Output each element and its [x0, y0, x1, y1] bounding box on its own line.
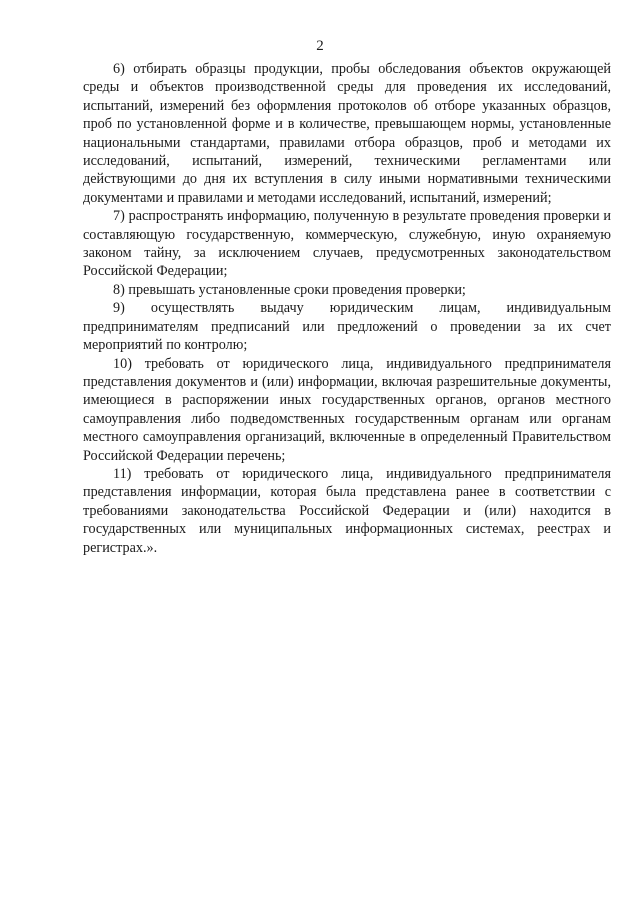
paragraph-item-11: 11) требовать от юридического лица, индивидуального предпринимателя представления информации, которая была представлена ранее в соответствии с требованиями законодательства Российской Федерации и (или) находится в государственных или муниципальных информационных системах, реестрах и регистрах.». [83, 465, 611, 556]
paragraph-item-9: 9) осуществлять выдачу юридическим лицам, индивидуальным предпринимателям предписаний или предложений о проведении за их счет мероприятий по контролю; [83, 300, 611, 354]
paragraph-item-7: 7) распространять информацию, полученную в результате проведения проверки и составляющую государственную, коммерческую, служебную, иную охраняемую законом тайну, за исключением случаев, предусмотренных законодательством Российской Федерации; [83, 208, 611, 280]
paragraph-item-10: 10) требовать от юридического лица, индивидуального предпринимателя представления документов и (или) информации, включая разрешительные документы, имеющиеся в распоряжении иных государственных органов, органов местного самоуправления либо подведомственных государственным органам или органам местного самоуправления организаций, включенные в определенный Правительством Российской Федерации перечень; [83, 355, 611, 464]
paragraph-item-8: 8) превышать установленные сроки проведения проверки; [113, 281, 466, 298]
document-body [83, 60, 611, 557]
paragraph-item-6: 6) отбирать образцы продукции, пробы обследования объектов окружающей среды и объектов производственной среды для проведения их исследований, испытаний, измерений без оформления протоколов об отборе указанных образцов, проб по установленной форме и в количестве, превышающем нормы, установленные национальными стандартами, правилами отбора образцов, проб и методами их исследований, испытаний, измерений, техническими регламентами или действующими до дня их вступления в силу иными нормативными техническими документами и правилами и методами исследований, испытаний, измерений; [83, 61, 611, 206]
page-number: 2 [316, 38, 324, 54]
